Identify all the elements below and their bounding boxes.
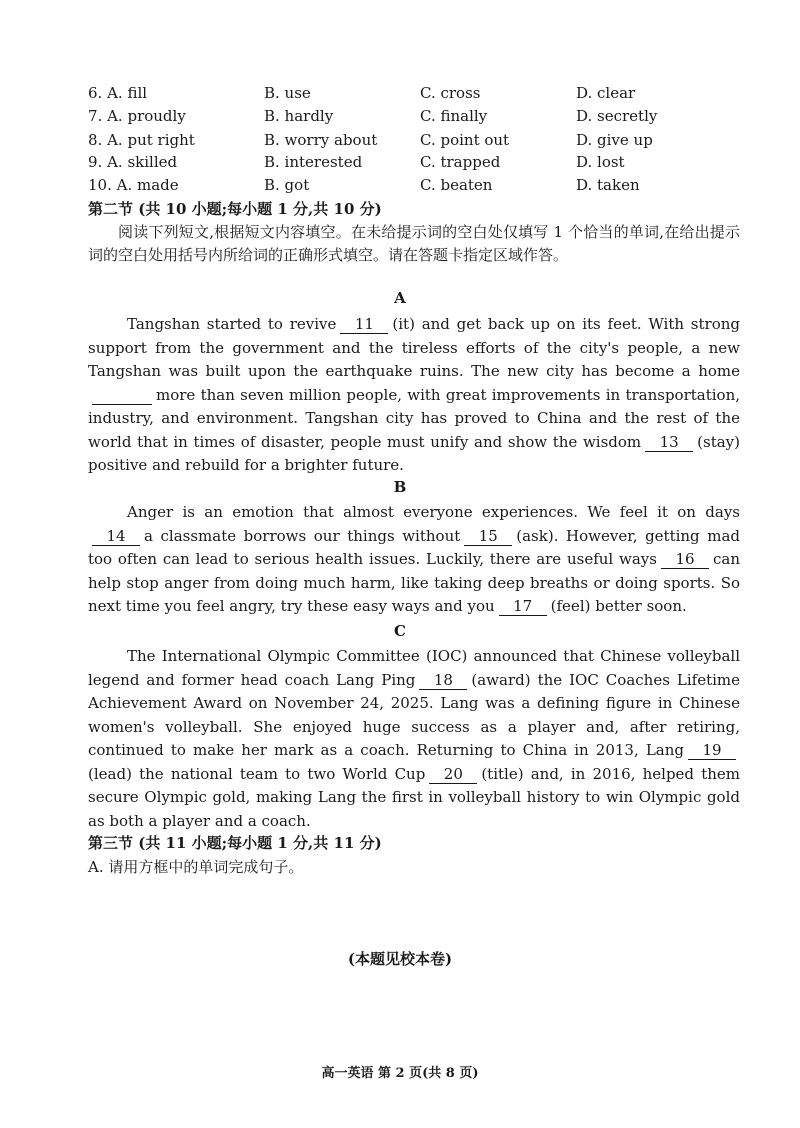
option-8c: C. point out <box>420 131 510 149</box>
option-7a: 7. A. proudly <box>88 107 186 125</box>
option-8d: D. give up <box>576 131 653 149</box>
passage-c-letter: C <box>394 622 406 640</box>
option-10a: 10. A. made <box>88 176 179 194</box>
blank-17[interactable]: 17 <box>499 598 547 616</box>
blank-16[interactable]: 16 <box>661 551 709 569</box>
option-row-8 <box>88 131 748 153</box>
option-row-10 <box>88 176 748 198</box>
option-7d: D. secretly <box>576 107 658 125</box>
option-row-6 <box>88 84 748 106</box>
option-9c: C. trapped <box>420 153 501 171</box>
passage-c-text: The International Olympic Committee (IOC) announced that Chinese volleyball legend and former head coach Lang Ping 18 (award) the IOC Coaches Lifetime Achievement Award on November 24, 2025. Lang was a defining figure in Chinese women's volleyball. She enjoyed huge success as a player and, after retiring, continued to make her mark as a coach. Returning to China in 2013, Lang 19(lead) the national team to two World Cup 20 (title) and, in 2016, helped them secure Olympic gold, making Lang the first in volleyball history to win Olympic gold as both a player and a coach. <box>88 647 740 830</box>
option-10c: C. beaten <box>420 176 493 194</box>
option-row-9 <box>88 153 748 175</box>
passage-b-text: Anger is an emotion that almost everyone experiences. We feel it on days14 a classmate borrows our things without 15 (ask). However, getting mad too often can lead to serious health issues. Luckily, there are useful ways 16 can help stop anger from doing much harm, like taking deep breaths or doing sports. So next time you feel angry, try these easy ways and you 17 (feel) better soon. <box>88 503 740 615</box>
blank-18[interactable]: 18 <box>419 672 467 690</box>
option-9b: B. interested <box>264 153 363 171</box>
section3-subheading: A. 请用方框中的单词完成句子。 <box>88 858 304 876</box>
blank-20[interactable]: 20 <box>429 766 477 784</box>
option-9d: D. lost <box>576 153 625 171</box>
option-6c: C. cross <box>420 84 481 102</box>
option-7c: C. finally <box>420 107 488 125</box>
blank-15[interactable]: 15 <box>464 528 512 546</box>
school-paper-note: (本题见校本卷) <box>347 950 453 968</box>
blank-11[interactable]: 11 <box>340 316 388 334</box>
option-8a: 8. A. put right <box>88 131 195 149</box>
blank-12[interactable] <box>92 387 152 405</box>
option-10b: B. got <box>264 176 310 194</box>
passage-b-letter: B <box>393 478 407 496</box>
option-6d: D. clear <box>576 84 636 102</box>
option-row-7 <box>88 107 748 129</box>
option-6a: 6. A. fill <box>88 84 148 102</box>
option-7b: B. hardly <box>264 107 334 125</box>
blank-14[interactable]: 14 <box>92 528 140 546</box>
section2-instruction: 阅读下列短文,根据短文内容填空。在未给提示词的空白处仅填写 1 个恰当的单词,在给出提示词的空白处用括号内所给词的正确形式填空。请在答题卡指定区域作答。 <box>88 223 740 264</box>
option-8b: B. worry about <box>264 131 378 149</box>
section2-heading: 第二节 (共 10 小题;每小题 1 分,共 10 分) <box>88 200 382 218</box>
blank-13[interactable]: 13 <box>645 434 693 452</box>
passage-a-text: Tangshan started to revive 11 (it) and get back up on its feet. With strong support from the government and the tireless efforts of the city's people, a new Tangshan was built upon the earthquake ruins. The new city has become a homemore than seven million people, with great improvements in transportation, industry, and environment. Tangshan city has proved to China and the rest of the world that in times of disaster, people must unify and show the wisdom 13 (stay) positive and rebuild for a brighter future. <box>88 315 740 474</box>
option-10d: D. taken <box>576 176 640 194</box>
option-6b: B. use <box>264 84 311 102</box>
section3-heading: 第三节 (共 11 小题;每小题 1 分,共 11 分) <box>88 834 382 852</box>
option-9a: 9. A. skilled <box>88 153 178 171</box>
page-footer: 高一英语 第 2 页(共 8 页) <box>321 1066 479 1081</box>
passage-a-letter: A <box>394 289 406 307</box>
blank-19[interactable]: 19 <box>688 742 736 760</box>
